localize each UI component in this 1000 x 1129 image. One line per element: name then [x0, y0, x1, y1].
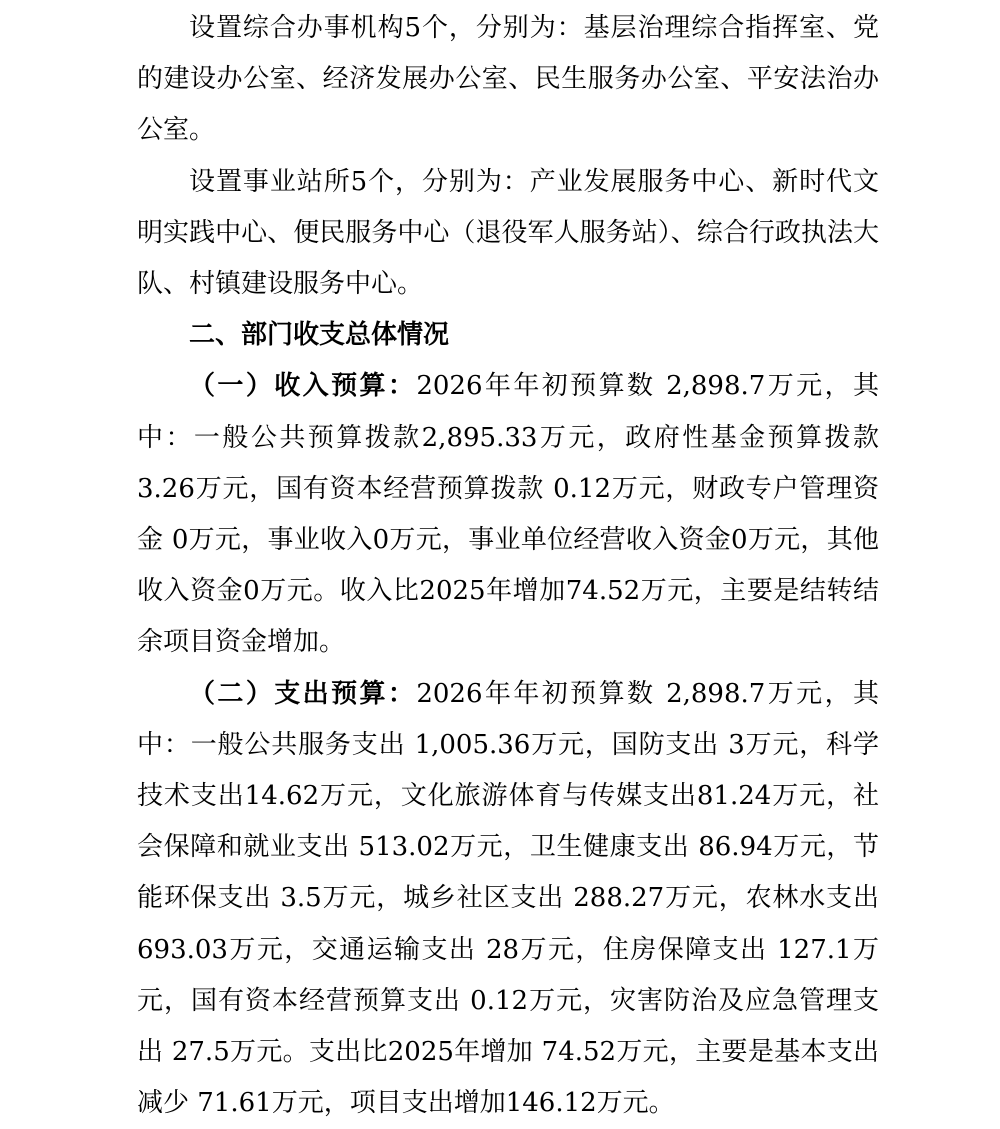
- income-budget-text: 2026年年初预算数 2,898.7万元，其中：一般公共预算拨款2,895.33万元，政府性基金预算拨款3.26万元，国有资本经营预算拨款 0.12万元，财政专户管理资金 0万元，事业收入0万元，事业单位经营收入资金0万元，其他收入资金0万元。收入比2025年增加74.52万元，主要是结转结余项目资金增加。: [137, 371, 879, 658]
- expenditure-budget-label: （二）支出预算：: [189, 678, 417, 709]
- paragraph-income-budget: [137, 361, 879, 668]
- paragraph-expenditure-budget: [137, 669, 879, 1129]
- income-budget-label: （一）收入预算：: [189, 371, 417, 402]
- paragraph-public-institutions: 设置事业站所5个，分别为：产业发展服务中心、新时代文明实践中心、便民服务中心（退役军人服务站）、综合行政执法大队、村镇建设服务中心。: [137, 166, 879, 300]
- section-heading: 二、部门收支总体情况: [189, 320, 450, 351]
- expenditure-budget-text: 2026年年初预算数 2,898.7万元，其中：一般公共服务支出 1,005.36万元，国防支出 3万元，科学技术支出14.62万元，文化旅游体育与传媒支出81.24万元，社会保障和就业支出 513.02万元，卫生健康支出 86.94万元，节能环保支出 3.5万元，城乡社区支出 288.27万元，农林水支出 693.03万元，交通运输支出 28万元，住房保障支出 127.1万元，国有资本经营预算支出 0.12万元，灾害防治及应急管理支出 27.5万元。支出比2025年增加 74.52万元，主要是基本支出减少 71.61万元，项目支出增加146.12万元。: [137, 678, 879, 1119]
- paragraph-admin-offices: 设置综合办事机构5个，分别为：基层治理综合指挥室、党的建设办公室、经济发展办公室、民生服务办公室、平安法治办公室。: [137, 13, 879, 146]
- document-page: [137, 3, 879, 1129]
